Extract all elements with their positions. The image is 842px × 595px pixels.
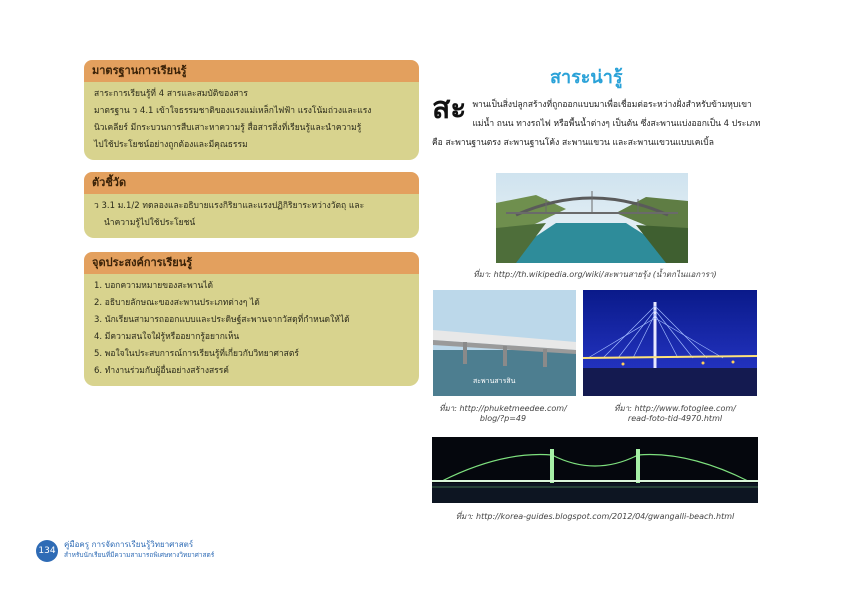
objectives-list — [94, 278, 411, 380]
cable-bridge-night-photo — [583, 290, 757, 396]
indicators-line-1: ว 3.1 ม.1/2 ทดลองและอธิบายแรงกิริยาและแรงปฏิกิริยาระหว่างวัตถุ และ — [94, 201, 365, 211]
knowledge-intro — [432, 91, 762, 153]
indicators-line-2: นำความรู้ไปใช้ประโยชน์ — [104, 218, 196, 228]
list-item: 5. พอใจในประสบการณ์การเรียนรู้ที่เกี่ยวกับวิทยาศาสตร์ — [94, 349, 299, 359]
footer-title: คู่มือครู การจัดการเรียนรู้วิทยาศาสตร์ — [64, 540, 194, 549]
standards-title: มาตรฐานการเรียนรู้ — [84, 60, 419, 82]
list-item: 3. นักเรียนสามารถออกแบบและประดิษฐ์สะพานจากวัสดุที่กำหนดให้ได้ — [94, 315, 350, 325]
list-item: 1. บอกความหมายของสะพานได้ — [94, 281, 214, 291]
objectives-body — [84, 274, 419, 386]
footer-subtitle: สำหรับนักเรียนที่มีความสามารถพิเศษทางวิทยาศาสตร์ — [64, 551, 215, 559]
photo-caption: ที่มา: http://www.fotoglee.com/ — [614, 404, 736, 413]
standards-line-3: นิวเคลียร์ มีกระบวนการสืบเสาะหาความรู้ สื่อสารสิ่งที่เรียนรู้และนำความรู้ — [94, 123, 362, 133]
knowledge-text: พานเป็นสิ่งปลูกสร้างที่ถูกออกแบบมาเพื่อเชื่อมต่อระหว่างฝั่งสำหรับข้ามหุบเขา แม่น้ำ ถนน ทางรถไฟ หรือพื้นน้ำต่างๆ เป็นต้น ซึ่งสะพานแบ่งออกเป็น 4 ประเภทคือ สะพานฐานตรง สะพานฐานโค้ง สะพานแขวน และสะพานแขวนแบบเคเบิ้ล — [432, 100, 761, 148]
photo-caption: ที่มา: http://th.wikipedia.org/wiki/สะพานสายรุ้ง (น้ำตกไนแอการา) — [473, 270, 717, 279]
photo-overlay-text: สะพานสารสิน — [473, 377, 516, 385]
page-number: 134 — [36, 540, 58, 562]
photo-caption: blog/?p=49 — [479, 414, 527, 423]
list-item: 2. อธิบายลักษณะของสะพานประเภทต่างๆ ได้ — [94, 298, 260, 308]
indicators-box — [84, 172, 419, 238]
knowledge-title: สาระน่ารู้ — [550, 67, 623, 88]
indicators-title: ตัวชี้วัด — [84, 172, 419, 194]
suspension-bridge-night-photo — [432, 437, 758, 503]
arch-bridge-photo — [496, 173, 688, 263]
list-item: 6. ทำงานร่วมกับผู้อื่นอย่างสร้างสรรค์ — [94, 366, 229, 376]
sarasin-bridge-photo — [433, 290, 576, 396]
objectives-box — [84, 252, 419, 386]
list-item: 4. มีความสนใจใฝ่รู้หรืออยากรู้อยากเห็น — [94, 332, 240, 342]
standards-line-4: ไปใช้ประโยชน์อย่างถูกต้องและมีคุณธรรม — [94, 140, 248, 150]
photo-caption: ที่มา: http://phuketmeedee.com/ — [439, 404, 567, 413]
knowledge-big-char: สะ — [432, 91, 467, 126]
standards-line-1: สาระการเรียนรู้ที่ 4 สารและสมบัติของสาร — [94, 89, 248, 99]
standards-line-2: มาตรฐาน ว 4.1 เข้าใจธรรมชาติของแรงแม่เหล็กไฟฟ้า แรงโน้มถ่วงและแรง — [94, 106, 372, 116]
photo-caption: read-foto-tid-4970.html — [627, 414, 723, 423]
standards-body — [84, 82, 419, 160]
objectives-title: จุดประสงค์การเรียนรู้ — [84, 252, 419, 274]
photo-caption: ที่มา: http://korea-guides.blogspot.com/2012/04/gwangalli-beach.html — [455, 512, 735, 521]
indicators-body — [84, 194, 419, 238]
standards-box — [84, 60, 419, 160]
